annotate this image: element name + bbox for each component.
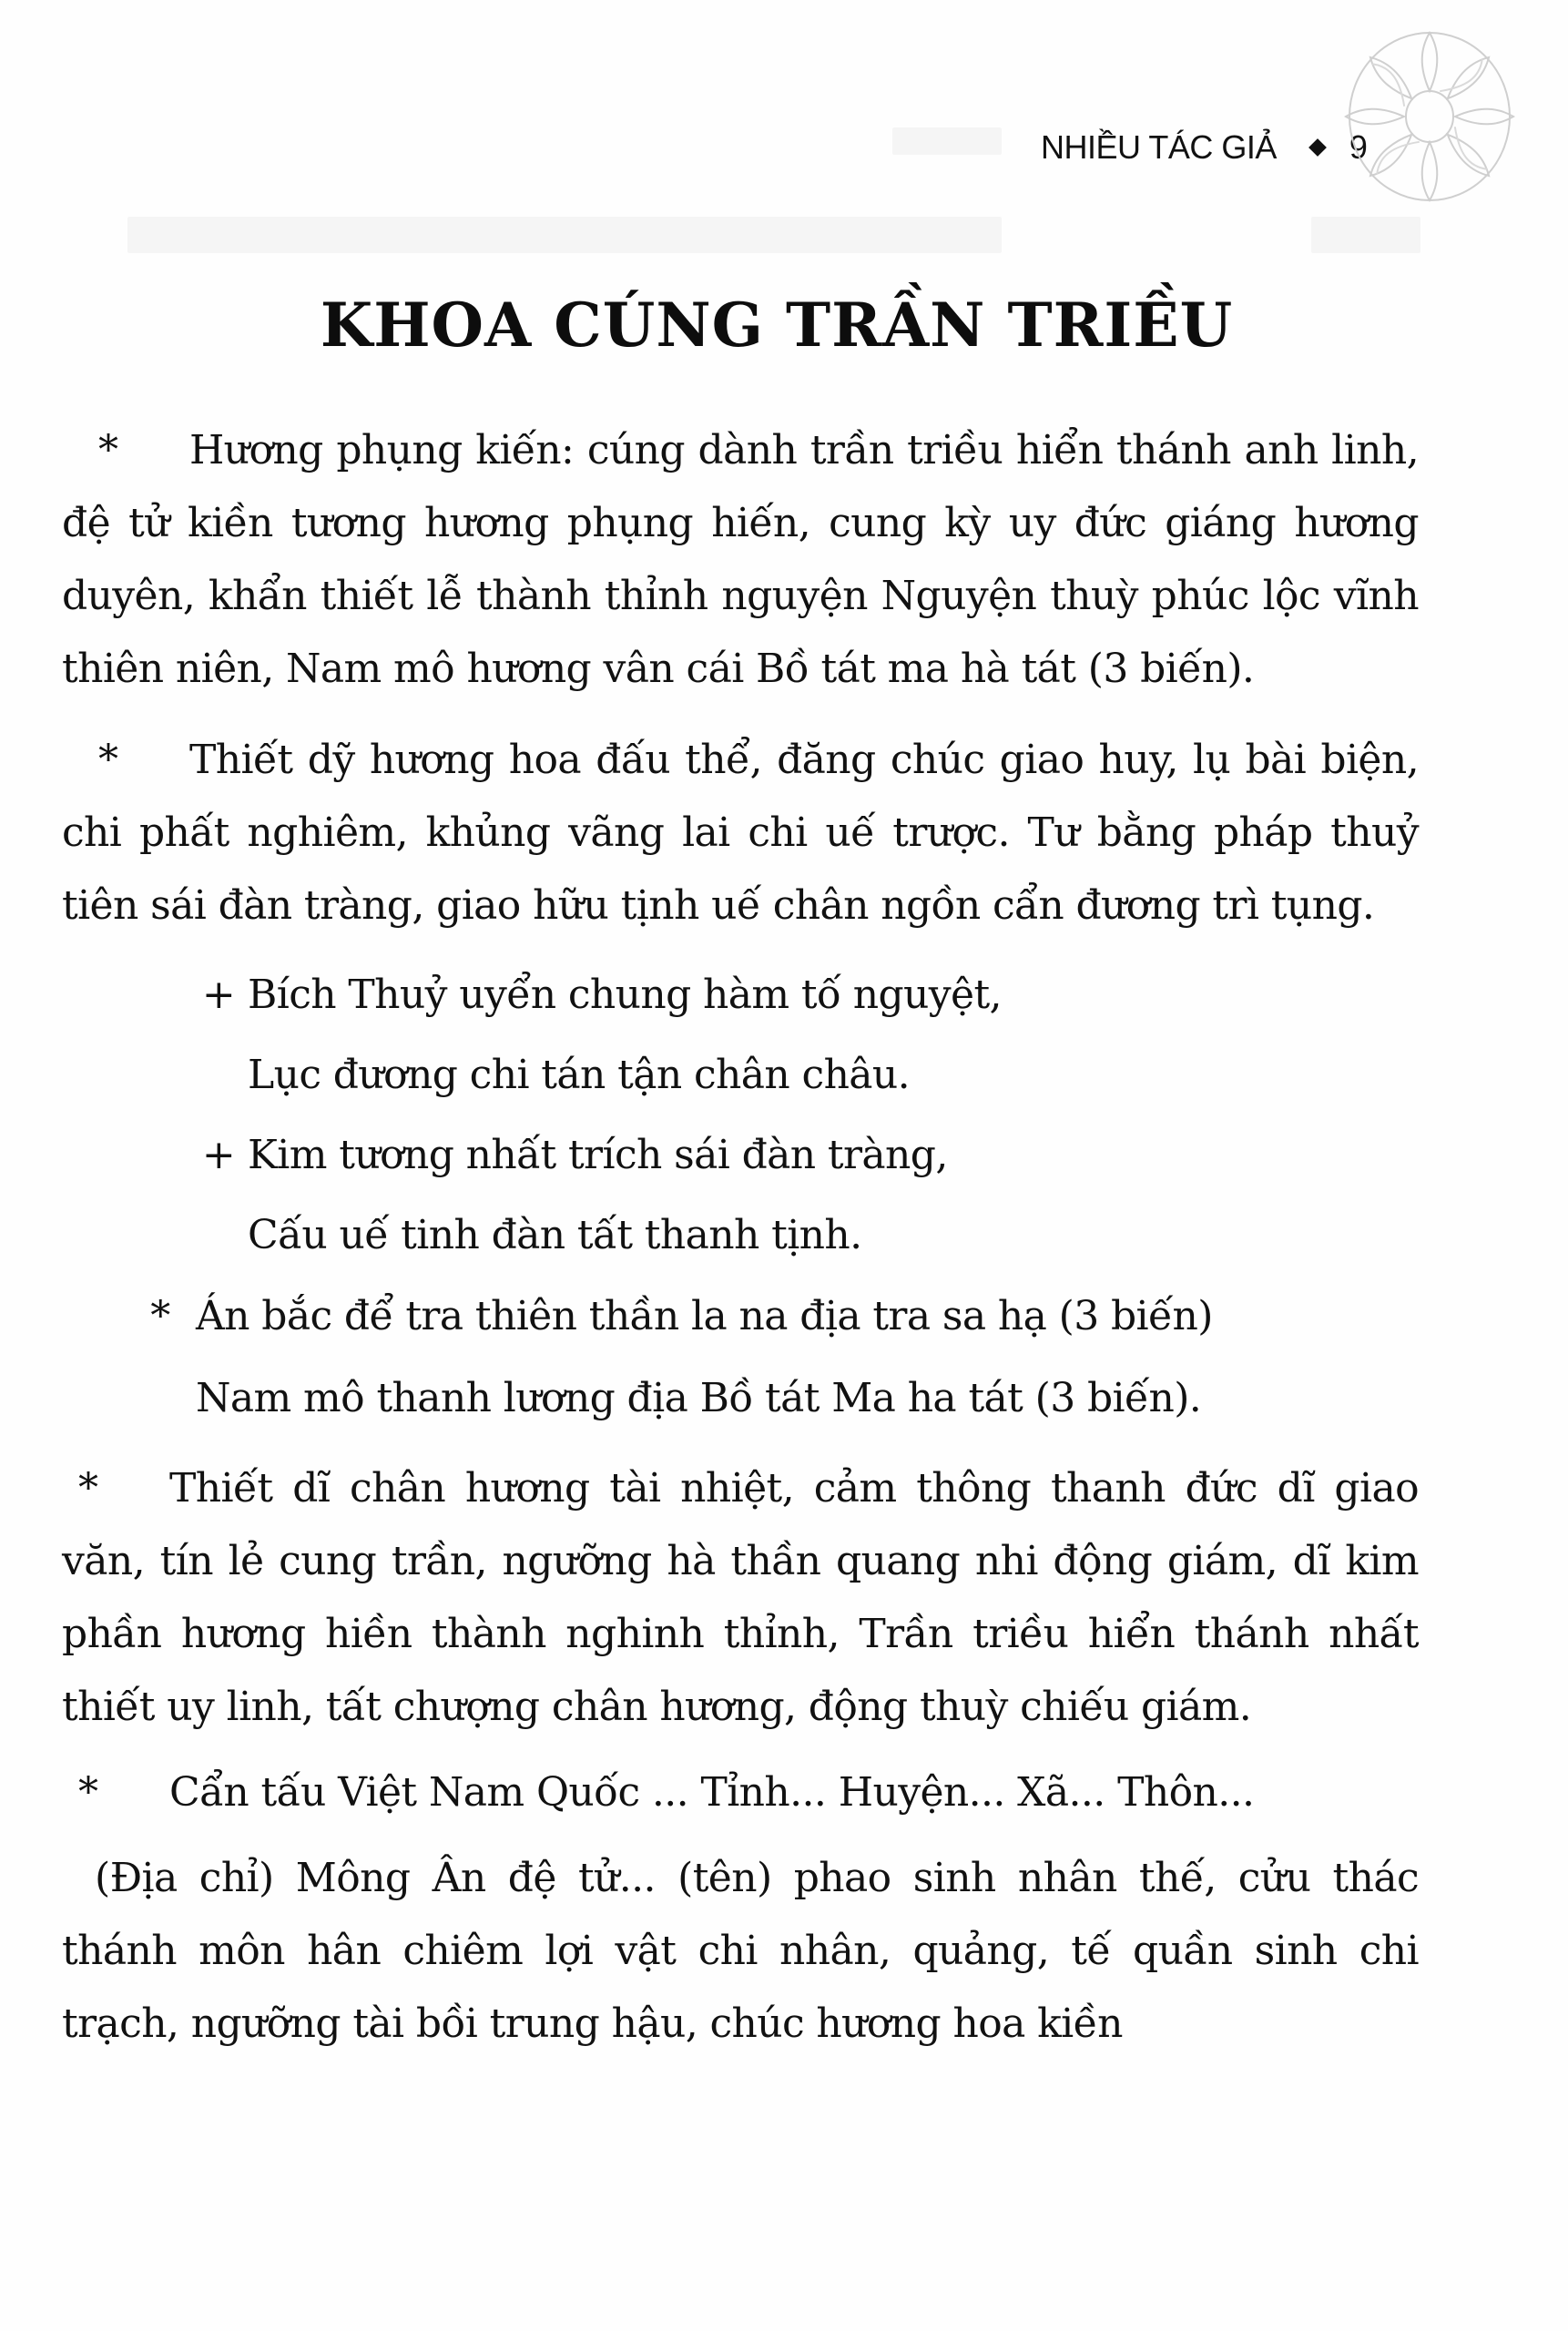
paragraph-dia-chi — [62, 1842, 1419, 2061]
paragraph-can-tau — [62, 1756, 1419, 1829]
paragraph-text: Cẩn tấu Việt Nam Quốc ... Tỉnh... Huyện... Xã... Thôn... — [169, 1769, 1255, 1816]
verse-text: Lục đương chi tán tận chân châu. — [248, 1052, 911, 1098]
lotus-mandala-ornament-icon — [1293, 16, 1521, 208]
asterisk-bullet: * — [98, 737, 118, 783]
show-through-texture — [1311, 217, 1420, 253]
plus-bullet: + — [201, 1132, 236, 1178]
paragraph-text: (Địa chỉ) Mông Ân đệ tử... (tên) phao sinh nhân thế, cửu thác thánh môn hân chiêm lợi vật chi nhân, quảng, tế quần sinh chi trạch, ngưỡng tài bồi trung hậu, chúc hương hoa kiền — [62, 1855, 1419, 2047]
verse-line — [62, 1115, 1419, 1196]
paragraph-text: Thiết dĩ chân hương tài nhiệt, cảm thông thanh đức dĩ giao văn, tín lẻ cung trần, ngưỡng hà thần quang nhi động giám, dĩ kim phần hương hiền thành nghinh thỉnh, Trần triều hiển thánh nhất thiết uy linh, tất chượng chân hương, động thuỳ chiếu giám. — [62, 1465, 1419, 1730]
verse-line — [62, 1196, 1419, 1276]
show-through-texture — [892, 127, 1002, 155]
asterisk-bullet: * — [78, 1769, 98, 1816]
verse-line — [62, 1035, 1419, 1115]
plus-bullet: + — [201, 972, 236, 1018]
page-number: 9 — [1349, 128, 1368, 166]
document-body — [62, 414, 1419, 2061]
verse-text: Kim tương nhất trích sái đàn tràng, — [248, 1132, 948, 1178]
paragraph-text: Hương phụng kiến: cúng dành trần triều hiển thánh anh linh, đệ tử kiền tương hương phụng hiến, cung kỳ uy đức giáng hương duyên, khẩn thiết lễ thành thỉnh nguyện Nguyện thuỳ phúc lộc vĩnh thiên niên, Nam mô hương vân cái Bồ tát ma hà tát (3 biến). — [62, 427, 1419, 692]
running-title: NHIỀU TÁC GIẢ — [1041, 128, 1277, 166]
asterisk-bullet: * — [78, 1465, 98, 1512]
invocation-text: Nam mô thanh lương địa Bồ tát Ma ha tát (3 biến). — [196, 1375, 1202, 1421]
verse-line — [62, 955, 1419, 1035]
invocation-line — [62, 1276, 1419, 1358]
show-through-texture — [127, 217, 1002, 253]
asterisk-bullet: * — [98, 427, 118, 473]
asterisk-bullet: * — [150, 1293, 170, 1339]
invocation-line — [62, 1358, 1419, 1440]
paragraph-text: Thiết dỹ hương hoa đấu thể, đăng chúc giao huy, lụ bài biện, chi phất nghiêm, khủng vãng lai chi uế trược. Tư bằng pháp thuỷ tiên sái đàn tràng, giao hữu tịnh uế chân ngồn cẩn đương trì tụng. — [62, 737, 1419, 929]
page-title: KHOA CÚNG TRẦN TRIỀU — [320, 290, 1234, 361]
paragraph-thiet-di-chan-huong — [62, 1452, 1419, 1744]
invocation-text: Án bắc để tra thiên thần la na địa tra sa hạ (3 biến) — [196, 1293, 1213, 1339]
verse-text: Cấu uế tinh đàn tất thanh tịnh. — [248, 1212, 862, 1258]
paragraph-thiet-dy — [62, 724, 1419, 942]
verse-text: Bích Thuỷ uyển chung hàm tố nguyệt, — [248, 972, 1002, 1018]
paragraph-huong-phung-kien — [62, 414, 1419, 706]
